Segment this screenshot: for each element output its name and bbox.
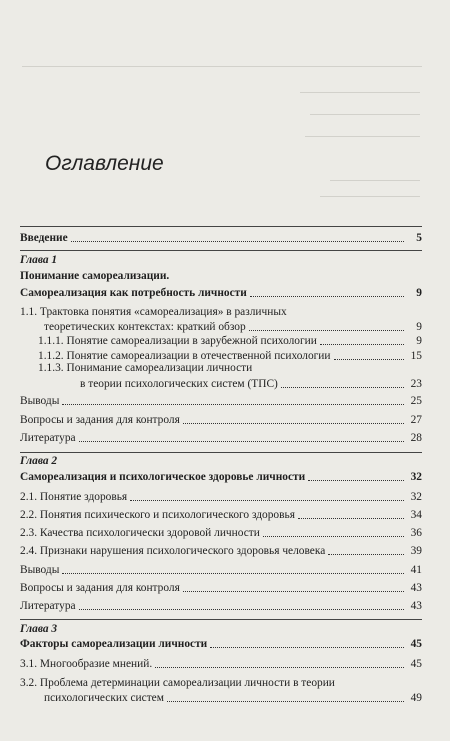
page-number: 45 [410, 638, 422, 650]
page-number: 49 [410, 692, 422, 704]
dot-leader [250, 296, 404, 297]
dot-leader [130, 500, 404, 501]
toc-label: Литература [20, 600, 76, 612]
dot-leader [183, 423, 404, 424]
dot-leader [79, 609, 404, 610]
chapter1-heading: Глава 1 [20, 254, 58, 266]
toc-entry-ch1-literature[interactable] [20, 431, 422, 453]
toc-label: в теории психологических систем (ТПС) [80, 378, 278, 390]
toc-label: Вопросы и задания для контроля [20, 582, 180, 594]
dot-leader [263, 536, 404, 537]
toc-entry-chapter2[interactable] [20, 470, 422, 492]
dot-leader [183, 591, 404, 592]
toc-label: 2.3. Качества психологически здоровой личности [20, 527, 260, 539]
dot-leader [210, 647, 404, 648]
toc-label: психологических систем [44, 692, 164, 704]
dot-leader [62, 573, 404, 574]
chapter3-heading: Глава 3 [20, 623, 58, 635]
toc-label: Выводы [20, 395, 60, 407]
page-number: 39 [410, 545, 422, 557]
page-number: 9 [416, 287, 422, 299]
toc-entry-s31[interactable] [20, 657, 422, 679]
ghost-rule [310, 114, 420, 115]
dot-leader [298, 518, 404, 519]
toc-label: 2.1. Понятие здоровья [20, 491, 128, 503]
page-number: 32 [410, 471, 422, 483]
ghost-rule [330, 180, 420, 181]
toc-label: 3.1. Многообразие мнений. [20, 658, 153, 670]
page-number: 32 [410, 491, 422, 503]
toc-label: 1.1.2. Понятие самореализации в отечественной психологии [38, 350, 331, 362]
toc-label: 2.4. Признаки нарушения психологического здоровья человека [20, 545, 326, 557]
dot-leader [155, 667, 404, 668]
page-number: 9 [416, 335, 422, 347]
dot-leader [328, 554, 404, 555]
page-number: 43 [410, 600, 422, 612]
toc-entry-chapter1[interactable] [20, 286, 422, 308]
ghost-rule [300, 92, 420, 93]
page-number: 9 [416, 321, 422, 333]
toc-label: Самореализация и психологическое здоровье личности [20, 471, 306, 483]
toc-s113-line1: 1.1.3. Понимание самореализации личности [38, 362, 253, 374]
toc-label: Вопросы и задания для контроля [20, 414, 180, 426]
ghost-rule [305, 136, 420, 137]
toc-label: Литература [20, 432, 76, 444]
dot-leader [79, 441, 404, 442]
header-divider [20, 226, 422, 227]
chapter-divider [20, 619, 422, 620]
toc-s11-line1: 1.1. Трактовка понятия «самореализация» в различных [20, 306, 287, 318]
chapter1-title-line1: Понимание самореализации. [20, 270, 170, 282]
toc-label: 1.1.1. Понятие самореализации в зарубежной психологии [38, 335, 317, 347]
page-number: 5 [416, 232, 422, 244]
toc-label: 2.2. Понятия психического и психологического здоровья [20, 509, 295, 521]
dot-leader [249, 330, 404, 331]
dot-leader [71, 241, 404, 242]
dot-leader [334, 359, 405, 360]
page-number: 25 [410, 395, 422, 407]
toc-entry-chapter3[interactable] [20, 637, 422, 659]
ghost-rule [320, 196, 420, 197]
page-number: 23 [410, 378, 422, 390]
chapter2-heading: Глава 2 [20, 455, 58, 467]
page-title: Оглавление [45, 152, 164, 175]
toc-label: теоретических контекстах: краткий обзор [44, 321, 246, 333]
toc-label: Факторы самореализации личности [20, 638, 208, 650]
page-number: 15 [410, 350, 422, 362]
page-number: 34 [410, 509, 422, 521]
toc-s32-line1: 3.2. Проблема детерминации самореализации личности в теории [20, 677, 335, 689]
toc-label: Выводы [20, 564, 60, 576]
page-number: 27 [410, 414, 422, 426]
chapter-divider [20, 250, 422, 251]
toc-label: Самореализация как потребность личности [20, 287, 247, 299]
page-number: 36 [410, 527, 422, 539]
page-number: 41 [410, 564, 422, 576]
toc-label: Введение [20, 232, 68, 244]
page-number: 28 [410, 432, 422, 444]
dot-leader [167, 701, 404, 702]
ghost-rule [22, 66, 422, 67]
dot-leader [281, 387, 404, 388]
chapter-divider [20, 452, 422, 453]
page-number: 45 [410, 658, 422, 670]
page-number: 43 [410, 582, 422, 594]
toc-entry-ch2-literature[interactable] [20, 599, 422, 621]
dot-leader [62, 404, 404, 405]
toc-entry-s32[interactable] [44, 691, 422, 713]
dot-leader [320, 344, 404, 345]
dot-leader [308, 480, 404, 481]
